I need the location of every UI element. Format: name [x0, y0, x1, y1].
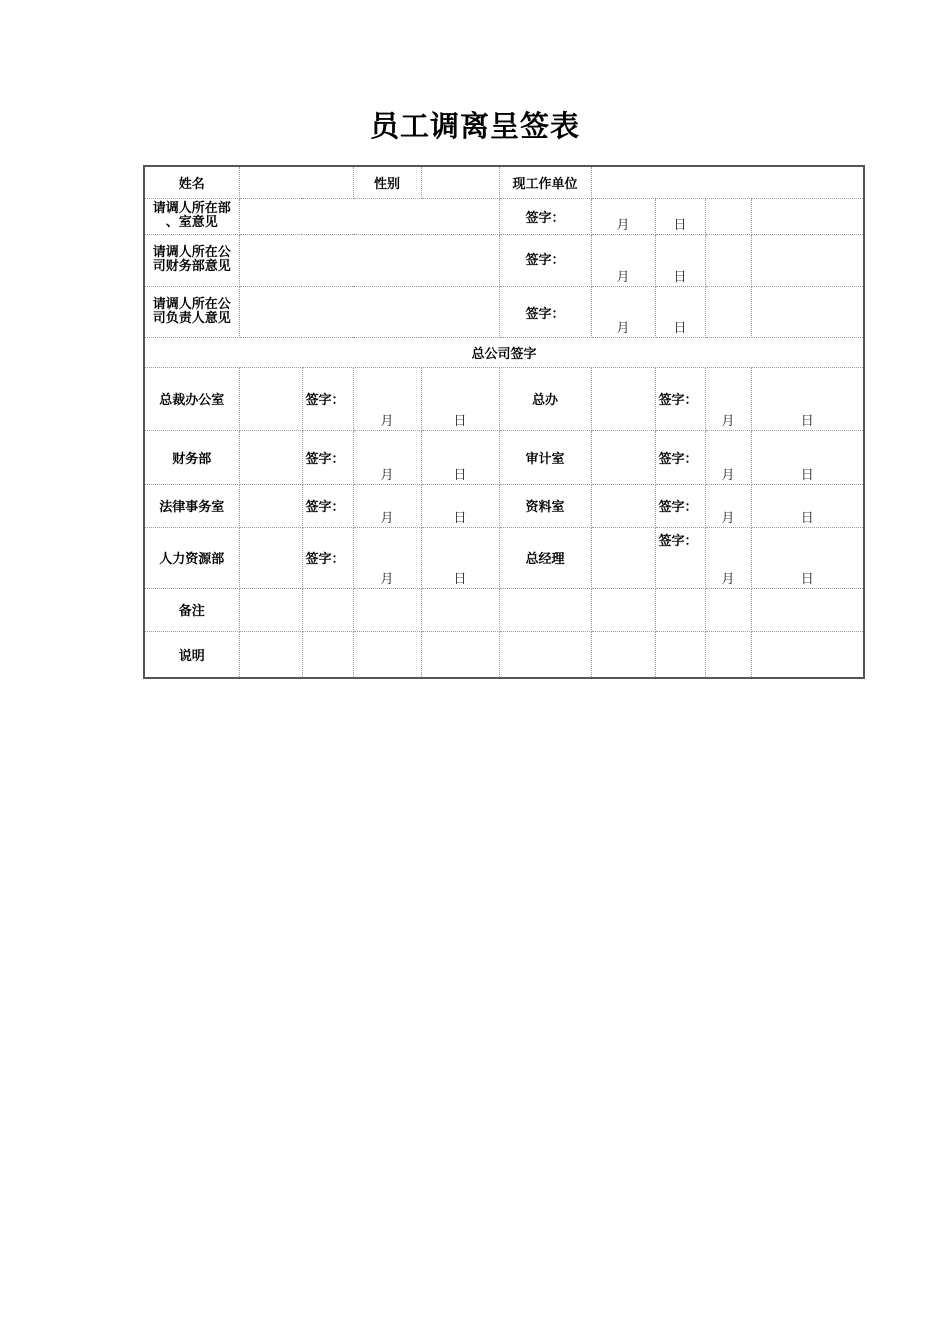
president-office-field[interactable]	[239, 367, 302, 430]
head-opinion-label	[144, 286, 239, 337]
audit-office-field[interactable]	[591, 430, 655, 484]
president-office-sign-label: 签字：	[302, 367, 353, 430]
audit-office-month: 月	[705, 430, 751, 484]
president-office-label: 总裁办公室	[144, 367, 239, 430]
empty-cell	[302, 631, 353, 678]
explanation-row	[144, 631, 864, 678]
empty-cell	[705, 631, 751, 678]
hr-dept-field[interactable]	[239, 527, 302, 588]
hq-row-3	[144, 484, 864, 527]
president-office-day: 日	[421, 367, 499, 430]
empty-cell	[705, 588, 751, 631]
finance-opinion-label	[144, 234, 239, 286]
finance-sign-label: 签字：	[499, 234, 591, 286]
empty-cell	[705, 198, 751, 234]
form-title: 员工调离呈签表	[369, 109, 580, 143]
empty-cell	[591, 631, 655, 678]
finance-dept-day: 日	[421, 430, 499, 484]
hr-dept-sign-label: 签字：	[302, 527, 353, 588]
empty-cell	[499, 631, 591, 678]
head-opinion-row	[144, 286, 864, 337]
audit-office-day: 日	[751, 430, 864, 484]
legal-office-month: 月	[353, 484, 421, 527]
empty-cell	[421, 588, 499, 631]
empty-cell	[751, 198, 864, 234]
finance-opinion-row	[144, 234, 864, 286]
head-month: 月	[591, 286, 655, 337]
legal-office-field[interactable]	[239, 484, 302, 527]
archives-room-label: 资料室	[499, 484, 591, 527]
empty-cell	[591, 588, 655, 631]
general-office-label: 总办	[499, 367, 591, 430]
current-unit-label: 现工作单位	[499, 166, 591, 198]
archives-room-field[interactable]	[591, 484, 655, 527]
remarks-row	[144, 588, 864, 631]
finance-dept-sign-label: 签字：	[302, 430, 353, 484]
president-office-month: 月	[353, 367, 421, 430]
explanation-label: 说明	[144, 631, 239, 678]
empty-cell	[751, 588, 864, 631]
dept-day: 日	[655, 198, 705, 234]
dept-month: 月	[591, 198, 655, 234]
finance-dept-field[interactable]	[239, 430, 302, 484]
legal-office-day: 日	[421, 484, 499, 527]
head-opinion-label-line1: 请调人所在公	[152, 296, 231, 312]
empty-cell	[751, 631, 864, 678]
finance-day: 日	[655, 234, 705, 286]
audit-office-sign-label: 签字：	[655, 430, 705, 484]
empty-cell	[705, 286, 751, 337]
gender-field[interactable]	[421, 166, 499, 198]
finance-opinion-field[interactable]	[239, 234, 499, 286]
hq-signature-header: 总公司签字	[144, 337, 864, 367]
dept-opinion-label-line1: 请调人所在部	[152, 201, 231, 216]
empty-cell	[353, 588, 421, 631]
empty-cell	[302, 588, 353, 631]
empty-cell	[751, 286, 864, 337]
dept-sign-label: 签字：	[499, 198, 591, 234]
general-manager-sign-label: 签字：	[655, 527, 705, 588]
finance-opinion-label-line1: 请调人所在公	[152, 245, 231, 260]
current-unit-field[interactable]	[591, 166, 864, 198]
name-field[interactable]	[239, 166, 353, 198]
general-manager-month: 月	[705, 527, 751, 588]
finance-opinion-label-line2: 司财务部意见	[152, 259, 231, 274]
finance-dept-month: 月	[353, 430, 421, 484]
dept-opinion-row	[144, 198, 864, 234]
general-manager-label: 总经理	[499, 527, 591, 588]
dept-opinion-field[interactable]	[239, 198, 499, 234]
general-office-sign-label: 签字：	[655, 367, 705, 430]
remarks-label: 备注	[144, 588, 239, 631]
hq-header-row	[144, 337, 864, 367]
legal-office-sign-label: 签字：	[302, 484, 353, 527]
general-manager-day: 日	[751, 527, 864, 588]
remarks-field[interactable]	[239, 588, 302, 631]
general-office-day: 日	[751, 367, 864, 430]
dept-opinion-label-line2: 、室意见	[165, 215, 218, 230]
archives-room-day: 日	[751, 484, 864, 527]
empty-cell	[353, 631, 421, 678]
hr-dept-label: 人力资源部	[144, 527, 239, 588]
empty-cell	[705, 234, 751, 286]
head-sign-label: 签字：	[499, 286, 591, 337]
basic-info-row	[144, 166, 864, 198]
empty-cell	[655, 631, 705, 678]
general-manager-field[interactable]	[591, 527, 655, 588]
empty-cell	[499, 588, 591, 631]
empty-cell	[751, 234, 864, 286]
head-opinion-label-line2: 司负责人意见	[152, 310, 231, 326]
empty-cell	[421, 631, 499, 678]
general-office-field[interactable]	[591, 367, 655, 430]
finance-month: 月	[591, 234, 655, 286]
hr-dept-month: 月	[353, 527, 421, 588]
archives-room-month: 月	[705, 484, 751, 527]
finance-dept-label: 财务部	[144, 430, 239, 484]
general-office-month: 月	[705, 367, 751, 430]
legal-office-label: 法律事务室	[144, 484, 239, 527]
archives-room-sign-label: 签字：	[655, 484, 705, 527]
explanation-field[interactable]	[239, 631, 302, 678]
transfer-approval-form	[143, 165, 865, 679]
head-opinion-field[interactable]	[239, 286, 499, 337]
hq-row-4	[144, 527, 864, 588]
name-label: 姓名	[144, 166, 239, 198]
empty-cell	[655, 588, 705, 631]
hq-row-2	[144, 430, 864, 484]
hr-dept-day: 日	[421, 527, 499, 588]
dept-opinion-label	[144, 198, 239, 234]
gender-label: 性别	[353, 166, 421, 198]
audit-office-label: 审计室	[499, 430, 591, 484]
head-day: 日	[655, 286, 705, 337]
hq-row-1	[144, 367, 864, 430]
